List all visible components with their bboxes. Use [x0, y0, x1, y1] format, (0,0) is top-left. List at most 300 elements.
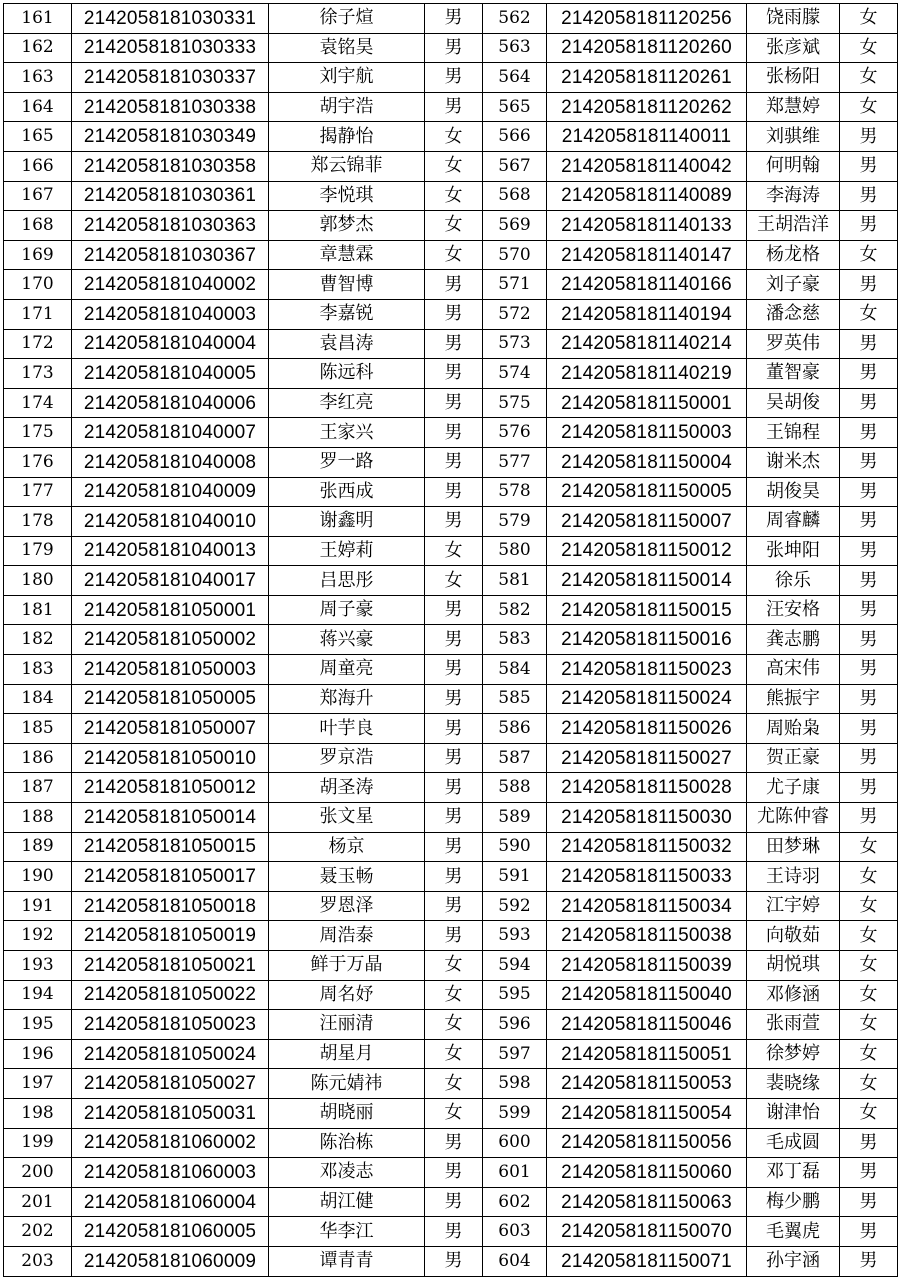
right-gender-cell: 女: [840, 33, 898, 63]
left-student-name-cell: 罗恩泽: [269, 891, 425, 921]
left-student-id-cell: 2142058181030333: [72, 33, 269, 63]
table-row: [4, 951, 898, 981]
left-student-id-cell: 2142058181050019: [72, 921, 269, 951]
right-gender-cell: 男: [840, 1246, 898, 1276]
right-student-id-cell: 2142058181150056: [547, 1128, 747, 1158]
right-seq-number-cell: 604: [483, 1246, 547, 1276]
right-seq-number-cell: 583: [483, 625, 547, 655]
right-gender-cell: 女: [840, 1098, 898, 1128]
right-seq-number-cell: 582: [483, 595, 547, 625]
left-student-name-cell: 周名妤: [269, 980, 425, 1010]
right-gender-cell: 女: [840, 862, 898, 892]
table-row: [4, 832, 898, 862]
left-seq-number-cell: 193: [4, 951, 72, 981]
right-seq-number-cell: 571: [483, 270, 547, 300]
table-row: [4, 1039, 898, 1069]
left-student-name-cell: 吕思彤: [269, 566, 425, 596]
left-seq-number-cell: 192: [4, 921, 72, 951]
left-gender-cell: 女: [425, 151, 483, 181]
right-student-name-cell: 胡俊昊: [747, 477, 840, 507]
left-student-id-cell: 2142058181040010: [72, 507, 269, 537]
table-row: [4, 477, 898, 507]
right-gender-cell: 男: [840, 655, 898, 685]
left-seq-number-cell: 176: [4, 447, 72, 477]
right-student-name-cell: 徐乐: [747, 566, 840, 596]
right-student-id-cell: 2142058181150005: [547, 477, 747, 507]
right-gender-cell: 男: [840, 359, 898, 389]
right-student-id-cell: 2142058181150063: [547, 1187, 747, 1217]
right-seq-number-cell: 592: [483, 891, 547, 921]
right-gender-cell: 女: [840, 240, 898, 270]
left-seq-number-cell: 182: [4, 625, 72, 655]
left-student-name-cell: 周童亮: [269, 655, 425, 685]
left-seq-number-cell: 180: [4, 566, 72, 596]
right-student-name-cell: 张彦斌: [747, 33, 840, 63]
right-student-name-cell: 潘念慈: [747, 299, 840, 329]
right-student-name-cell: 杨龙格: [747, 240, 840, 270]
right-seq-number-cell: 578: [483, 477, 547, 507]
right-student-name-cell: 吴胡俊: [747, 388, 840, 418]
table-row: [4, 862, 898, 892]
left-student-id-cell: 2142058181050001: [72, 595, 269, 625]
right-student-id-cell: 2142058181140214: [547, 329, 747, 359]
right-student-id-cell: 2142058181140194: [547, 299, 747, 329]
right-student-name-cell: 尤陈仲睿: [747, 803, 840, 833]
right-gender-cell: 男: [840, 1158, 898, 1188]
left-student-name-cell: 胡晓丽: [269, 1098, 425, 1128]
left-seq-number-cell: 195: [4, 1010, 72, 1040]
left-seq-number-cell: 200: [4, 1158, 72, 1188]
left-seq-number-cell: 168: [4, 211, 72, 241]
left-student-name-cell: 陈远科: [269, 359, 425, 389]
right-student-name-cell: 谢津怡: [747, 1098, 840, 1128]
left-gender-cell: 男: [425, 595, 483, 625]
left-seq-number-cell: 177: [4, 477, 72, 507]
left-student-name-cell: 华李江: [269, 1217, 425, 1247]
left-student-id-cell: 2142058181050018: [72, 891, 269, 921]
left-seq-number-cell: 164: [4, 92, 72, 122]
right-gender-cell: 男: [840, 477, 898, 507]
left-student-name-cell: 邓凌志: [269, 1158, 425, 1188]
right-gender-cell: 男: [840, 181, 898, 211]
left-gender-cell: 男: [425, 1217, 483, 1247]
right-seq-number-cell: 587: [483, 743, 547, 773]
right-gender-cell: 男: [840, 447, 898, 477]
left-seq-number-cell: 190: [4, 862, 72, 892]
table-row: [4, 329, 898, 359]
table-row: [4, 151, 898, 181]
right-student-name-cell: 向敬茹: [747, 921, 840, 951]
right-seq-number-cell: 577: [483, 447, 547, 477]
table-row: [4, 92, 898, 122]
right-student-name-cell: 裴晓缘: [747, 1069, 840, 1099]
right-gender-cell: 女: [840, 921, 898, 951]
left-seq-number-cell: 167: [4, 181, 72, 211]
right-student-id-cell: 2142058181140089: [547, 181, 747, 211]
right-seq-number-cell: 599: [483, 1098, 547, 1128]
left-student-id-cell: 2142058181030358: [72, 151, 269, 181]
table-row: [4, 1069, 898, 1099]
left-student-id-cell: 2142058181040003: [72, 299, 269, 329]
right-student-name-cell: 何明翰: [747, 151, 840, 181]
left-gender-cell: 男: [425, 388, 483, 418]
left-gender-cell: 女: [425, 980, 483, 1010]
left-student-id-cell: 2142058181040004: [72, 329, 269, 359]
table-row: [4, 359, 898, 389]
left-seq-number-cell: 198: [4, 1098, 72, 1128]
left-seq-number-cell: 202: [4, 1217, 72, 1247]
right-student-id-cell: 2142058181120262: [547, 92, 747, 122]
right-seq-number-cell: 581: [483, 566, 547, 596]
table-row: [4, 240, 898, 270]
left-seq-number-cell: 194: [4, 980, 72, 1010]
right-student-name-cell: 张杨阳: [747, 63, 840, 93]
table-row: [4, 270, 898, 300]
right-student-name-cell: 刘子豪: [747, 270, 840, 300]
right-student-name-cell: 田梦琳: [747, 832, 840, 862]
right-student-id-cell: 2142058181150023: [547, 655, 747, 685]
right-student-name-cell: 郑慧婷: [747, 92, 840, 122]
right-student-id-cell: 2142058181150007: [547, 507, 747, 537]
table-row: [4, 299, 898, 329]
right-student-name-cell: 胡悦琪: [747, 951, 840, 981]
left-student-id-cell: 2142058181050003: [72, 655, 269, 685]
left-gender-cell: 男: [425, 63, 483, 93]
right-gender-cell: 男: [840, 566, 898, 596]
right-seq-number-cell: 584: [483, 655, 547, 685]
right-seq-number-cell: 588: [483, 773, 547, 803]
left-gender-cell: 女: [425, 1069, 483, 1099]
table-row: [4, 536, 898, 566]
table-row: [4, 1246, 898, 1276]
left-seq-number-cell: 166: [4, 151, 72, 181]
left-gender-cell: 男: [425, 862, 483, 892]
right-student-id-cell: 2142058181150054: [547, 1098, 747, 1128]
left-student-id-cell: 2142058181040008: [72, 447, 269, 477]
right-student-id-cell: 2142058181150027: [547, 743, 747, 773]
left-student-id-cell: 2142058181040009: [72, 477, 269, 507]
left-gender-cell: 女: [425, 566, 483, 596]
right-student-id-cell: 2142058181150046: [547, 1010, 747, 1040]
left-student-name-cell: 王婷莉: [269, 536, 425, 566]
left-student-name-cell: 杨京: [269, 832, 425, 862]
table-row: [4, 921, 898, 951]
left-student-name-cell: 罗京浩: [269, 743, 425, 773]
left-gender-cell: 男: [425, 1246, 483, 1276]
left-student-id-cell: 2142058181040017: [72, 566, 269, 596]
right-student-id-cell: 2142058181140133: [547, 211, 747, 241]
left-student-name-cell: 章慧霖: [269, 240, 425, 270]
right-student-name-cell: 徐梦婷: [747, 1039, 840, 1069]
student-roster-table: [3, 3, 898, 1277]
right-student-id-cell: 2142058181150016: [547, 625, 747, 655]
right-gender-cell: 男: [840, 714, 898, 744]
left-seq-number-cell: 188: [4, 803, 72, 833]
right-seq-number-cell: 602: [483, 1187, 547, 1217]
left-gender-cell: 女: [425, 211, 483, 241]
right-student-name-cell: 贺正豪: [747, 743, 840, 773]
left-student-id-cell: 2142058181030367: [72, 240, 269, 270]
left-student-name-cell: 周浩泰: [269, 921, 425, 951]
left-gender-cell: 女: [425, 1010, 483, 1040]
left-student-name-cell: 鲜于万晶: [269, 951, 425, 981]
right-seq-number-cell: 595: [483, 980, 547, 1010]
right-student-id-cell: 2142058181150053: [547, 1069, 747, 1099]
table-row: [4, 4, 898, 34]
left-gender-cell: 男: [425, 891, 483, 921]
right-student-id-cell: 2142058181120256: [547, 4, 747, 34]
left-gender-cell: 男: [425, 684, 483, 714]
right-gender-cell: 女: [840, 891, 898, 921]
right-student-id-cell: 2142058181150015: [547, 595, 747, 625]
right-student-name-cell: 毛成圆: [747, 1128, 840, 1158]
right-student-id-cell: 2142058181150033: [547, 862, 747, 892]
right-gender-cell: 女: [840, 951, 898, 981]
right-seq-number-cell: 574: [483, 359, 547, 389]
table-row: [4, 1217, 898, 1247]
right-student-name-cell: 江宇婷: [747, 891, 840, 921]
right-seq-number-cell: 570: [483, 240, 547, 270]
left-student-id-cell: 2142058181040007: [72, 418, 269, 448]
right-seq-number-cell: 594: [483, 951, 547, 981]
right-student-id-cell: 2142058181150004: [547, 447, 747, 477]
left-student-id-cell: 2142058181050012: [72, 773, 269, 803]
roster-body: [4, 4, 898, 1277]
table-row: [4, 418, 898, 448]
left-gender-cell: 女: [425, 1039, 483, 1069]
left-student-name-cell: 周子豪: [269, 595, 425, 625]
left-student-name-cell: 郭梦杰: [269, 211, 425, 241]
left-gender-cell: 女: [425, 181, 483, 211]
left-student-name-cell: 胡江健: [269, 1187, 425, 1217]
left-student-id-cell: 2142058181060009: [72, 1246, 269, 1276]
left-student-name-cell: 郑海升: [269, 684, 425, 714]
left-student-id-cell: 2142058181050023: [72, 1010, 269, 1040]
right-student-id-cell: 2142058181140011: [547, 122, 747, 152]
left-gender-cell: 男: [425, 359, 483, 389]
left-student-id-cell: 2142058181050002: [72, 625, 269, 655]
left-student-name-cell: 袁铭昊: [269, 33, 425, 63]
left-student-name-cell: 王家兴: [269, 418, 425, 448]
left-student-name-cell: 袁昌涛: [269, 329, 425, 359]
left-student-name-cell: 曹智博: [269, 270, 425, 300]
right-gender-cell: 男: [840, 536, 898, 566]
left-gender-cell: 男: [425, 92, 483, 122]
left-seq-number-cell: 181: [4, 595, 72, 625]
table-row: [4, 655, 898, 685]
right-gender-cell: 男: [840, 122, 898, 152]
right-student-id-cell: 2142058181140166: [547, 270, 747, 300]
left-seq-number-cell: 189: [4, 832, 72, 862]
left-student-name-cell: 蒋兴豪: [269, 625, 425, 655]
right-student-id-cell: 2142058181120261: [547, 63, 747, 93]
left-seq-number-cell: 165: [4, 122, 72, 152]
right-seq-number-cell: 591: [483, 862, 547, 892]
left-student-id-cell: 2142058181040005: [72, 359, 269, 389]
right-seq-number-cell: 597: [483, 1039, 547, 1069]
table-row: [4, 625, 898, 655]
right-seq-number-cell: 576: [483, 418, 547, 448]
right-seq-number-cell: 575: [483, 388, 547, 418]
left-gender-cell: 男: [425, 921, 483, 951]
right-gender-cell: 女: [840, 63, 898, 93]
left-seq-number-cell: 201: [4, 1187, 72, 1217]
right-seq-number-cell: 563: [483, 33, 547, 63]
right-student-name-cell: 谢米杰: [747, 447, 840, 477]
table-row: [4, 1010, 898, 1040]
right-student-id-cell: 2142058181150024: [547, 684, 747, 714]
left-seq-number-cell: 179: [4, 536, 72, 566]
left-gender-cell: 男: [425, 299, 483, 329]
left-gender-cell: 男: [425, 507, 483, 537]
right-gender-cell: 女: [840, 980, 898, 1010]
left-student-id-cell: 2142058181050007: [72, 714, 269, 744]
right-student-id-cell: 2142058181140042: [547, 151, 747, 181]
right-seq-number-cell: 566: [483, 122, 547, 152]
table-row: [4, 33, 898, 63]
right-student-name-cell: 罗英伟: [747, 329, 840, 359]
right-student-name-cell: 张雨萱: [747, 1010, 840, 1040]
right-student-name-cell: 邓修涵: [747, 980, 840, 1010]
left-gender-cell: 女: [425, 240, 483, 270]
left-gender-cell: 男: [425, 270, 483, 300]
right-student-id-cell: 2142058181140147: [547, 240, 747, 270]
left-seq-number-cell: 196: [4, 1039, 72, 1069]
left-seq-number-cell: 175: [4, 418, 72, 448]
left-student-id-cell: 2142058181050022: [72, 980, 269, 1010]
left-seq-number-cell: 174: [4, 388, 72, 418]
right-seq-number-cell: 565: [483, 92, 547, 122]
right-gender-cell: 男: [840, 270, 898, 300]
left-seq-number-cell: 191: [4, 891, 72, 921]
left-student-id-cell: 2142058181050021: [72, 951, 269, 981]
right-student-name-cell: 王胡浩洋: [747, 211, 840, 241]
table-row: [4, 507, 898, 537]
left-gender-cell: 男: [425, 447, 483, 477]
right-seq-number-cell: 596: [483, 1010, 547, 1040]
left-gender-cell: 男: [425, 329, 483, 359]
right-seq-number-cell: 569: [483, 211, 547, 241]
right-gender-cell: 女: [840, 1010, 898, 1040]
right-student-name-cell: 邓丁磊: [747, 1158, 840, 1188]
left-seq-number-cell: 184: [4, 684, 72, 714]
right-student-id-cell: 2142058181150026: [547, 714, 747, 744]
right-gender-cell: 男: [840, 1187, 898, 1217]
table-row: [4, 181, 898, 211]
left-student-name-cell: 叶芋良: [269, 714, 425, 744]
right-student-id-cell: 2142058181150001: [547, 388, 747, 418]
left-seq-number-cell: 173: [4, 359, 72, 389]
table-row: [4, 743, 898, 773]
left-student-name-cell: 胡圣涛: [269, 773, 425, 803]
right-student-name-cell: 尤子康: [747, 773, 840, 803]
right-student-name-cell: 李海涛: [747, 181, 840, 211]
table-row: [4, 595, 898, 625]
left-seq-number-cell: 199: [4, 1128, 72, 1158]
left-student-id-cell: 2142058181050031: [72, 1098, 269, 1128]
left-seq-number-cell: 183: [4, 655, 72, 685]
left-student-id-cell: 2142058181060003: [72, 1158, 269, 1188]
left-student-name-cell: 胡宇浩: [269, 92, 425, 122]
right-gender-cell: 男: [840, 388, 898, 418]
left-seq-number-cell: 203: [4, 1246, 72, 1276]
right-student-name-cell: 周贻枭: [747, 714, 840, 744]
right-student-name-cell: 王锦程: [747, 418, 840, 448]
right-student-id-cell: 2142058181150034: [547, 891, 747, 921]
left-gender-cell: 男: [425, 4, 483, 34]
right-seq-number-cell: 603: [483, 1217, 547, 1247]
left-seq-number-cell: 162: [4, 33, 72, 63]
right-student-id-cell: 2142058181150014: [547, 566, 747, 596]
table-row: [4, 566, 898, 596]
right-student-id-cell: 2142058181150071: [547, 1246, 747, 1276]
left-student-name-cell: 张西成: [269, 477, 425, 507]
left-gender-cell: 男: [425, 773, 483, 803]
left-seq-number-cell: 178: [4, 507, 72, 537]
roster-sheet: [3, 3, 897, 1277]
left-student-id-cell: 2142058181030337: [72, 63, 269, 93]
right-student-id-cell: 2142058181150040: [547, 980, 747, 1010]
left-gender-cell: 女: [425, 122, 483, 152]
right-student-name-cell: 董智豪: [747, 359, 840, 389]
left-student-name-cell: 李红亮: [269, 388, 425, 418]
left-gender-cell: 男: [425, 743, 483, 773]
right-gender-cell: 女: [840, 1039, 898, 1069]
left-student-name-cell: 郑云锦菲: [269, 151, 425, 181]
table-row: [4, 211, 898, 241]
table-row: [4, 122, 898, 152]
left-gender-cell: 男: [425, 625, 483, 655]
right-student-id-cell: 2142058181150012: [547, 536, 747, 566]
right-student-id-cell: 2142058181150030: [547, 803, 747, 833]
left-gender-cell: 男: [425, 803, 483, 833]
left-student-id-cell: 2142058181050017: [72, 862, 269, 892]
table-row: [4, 63, 898, 93]
right-gender-cell: 男: [840, 329, 898, 359]
right-seq-number-cell: 590: [483, 832, 547, 862]
left-seq-number-cell: 186: [4, 743, 72, 773]
right-student-id-cell: 2142058181120260: [547, 33, 747, 63]
left-gender-cell: 男: [425, 33, 483, 63]
left-student-id-cell: 2142058181030349: [72, 122, 269, 152]
right-gender-cell: 男: [840, 507, 898, 537]
right-student-name-cell: 孙宇涵: [747, 1246, 840, 1276]
left-student-id-cell: 2142058181040013: [72, 536, 269, 566]
table-row: [4, 803, 898, 833]
right-gender-cell: 男: [840, 684, 898, 714]
right-student-id-cell: 2142058181150032: [547, 832, 747, 862]
right-seq-number-cell: 600: [483, 1128, 547, 1158]
right-gender-cell: 女: [840, 299, 898, 329]
right-seq-number-cell: 579: [483, 507, 547, 537]
right-student-id-cell: 2142058181150038: [547, 921, 747, 951]
left-gender-cell: 男: [425, 477, 483, 507]
table-row: [4, 891, 898, 921]
right-student-name-cell: 王诗羽: [747, 862, 840, 892]
table-row: [4, 980, 898, 1010]
left-gender-cell: 女: [425, 536, 483, 566]
right-seq-number-cell: 568: [483, 181, 547, 211]
left-seq-number-cell: 161: [4, 4, 72, 34]
left-gender-cell: 男: [425, 1128, 483, 1158]
left-seq-number-cell: 185: [4, 714, 72, 744]
right-student-id-cell: 2142058181140219: [547, 359, 747, 389]
right-student-id-cell: 2142058181150003: [547, 418, 747, 448]
right-student-name-cell: 梅少鹏: [747, 1187, 840, 1217]
left-gender-cell: 男: [425, 1158, 483, 1188]
left-student-id-cell: 2142058181050024: [72, 1039, 269, 1069]
left-student-name-cell: 谭青青: [269, 1246, 425, 1276]
